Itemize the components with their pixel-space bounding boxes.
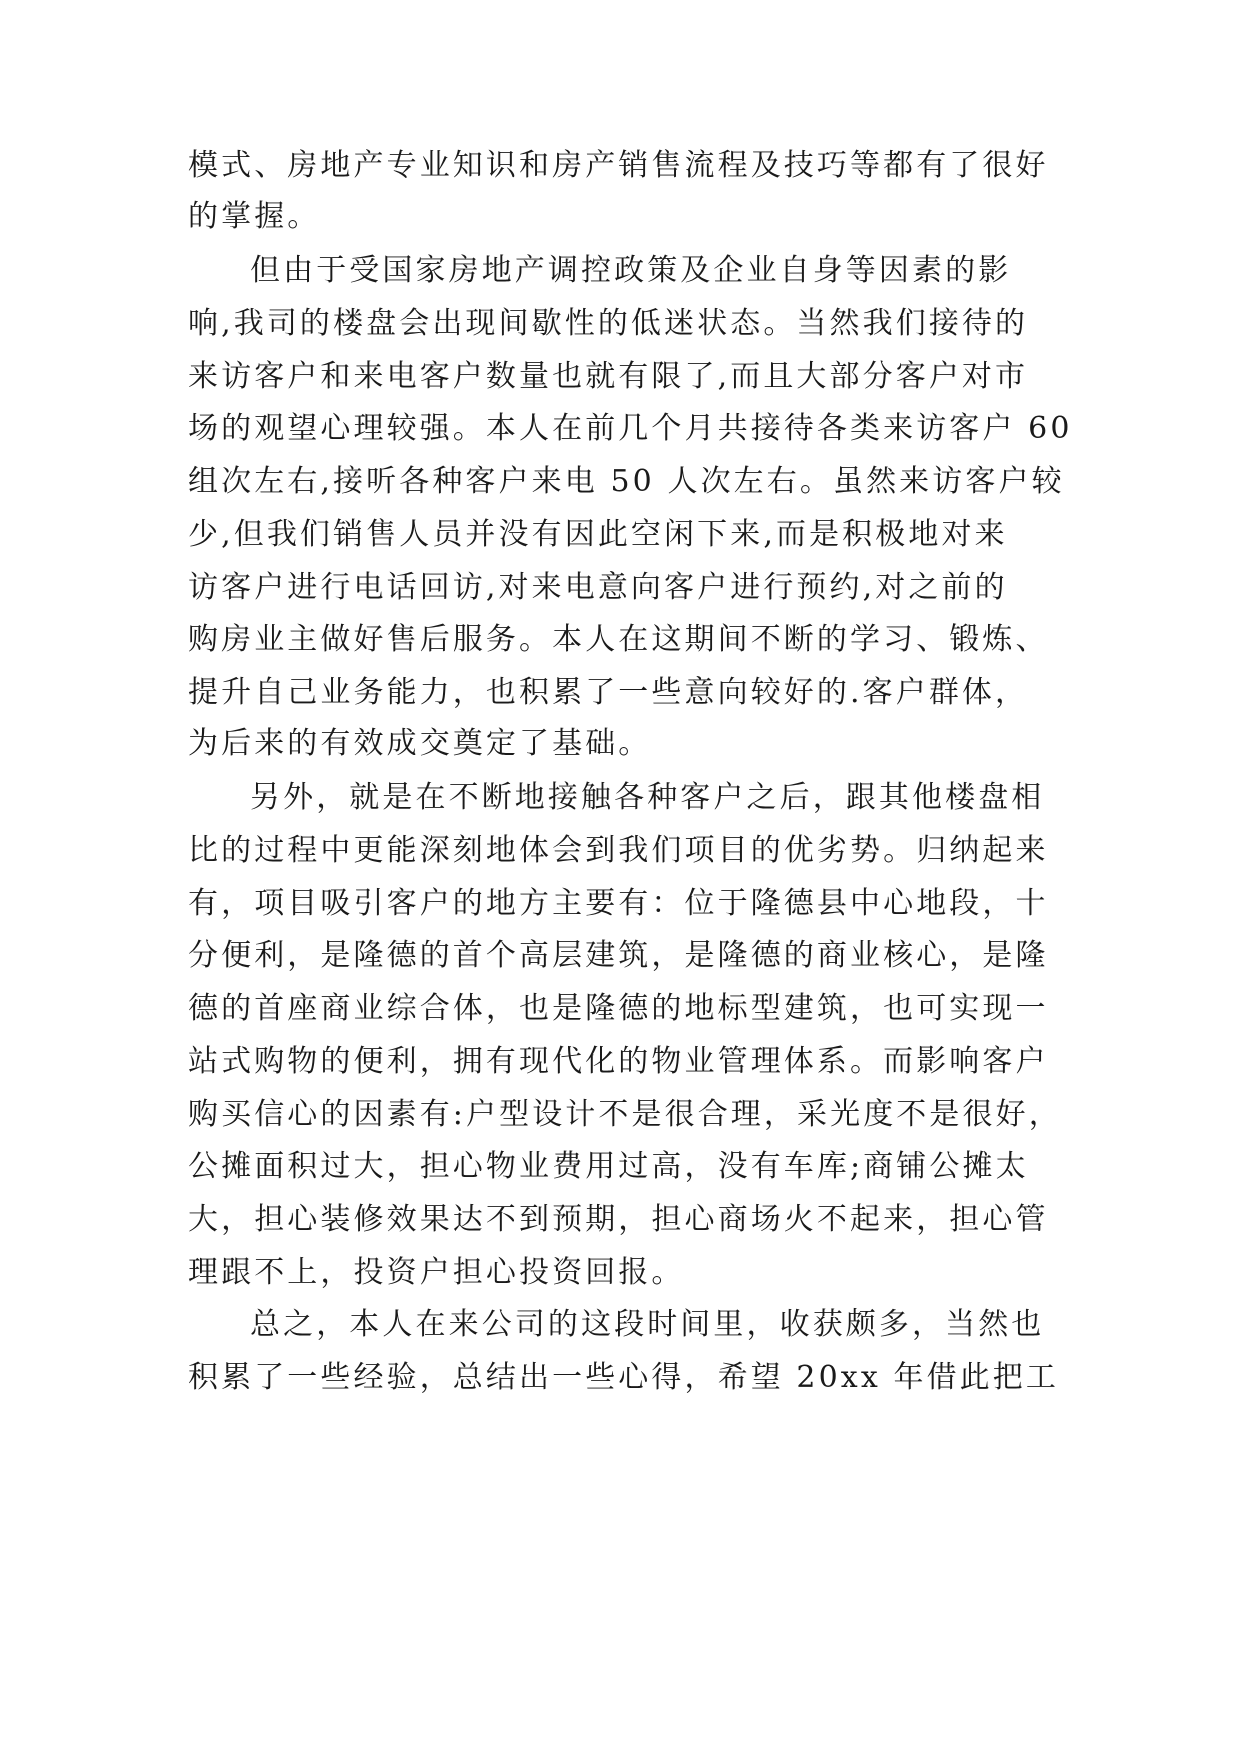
text-line: 组次左右,接听各种客户来电 50 人次左右。虽然来访客户较 (188, 464, 1065, 499)
text-line: 少,但我们销售人员并没有因此空闲下来,而是积极地对来 (188, 517, 1008, 552)
text-line: 模式、房地产专业知识和房产销售流程及技巧等都有了很好 (188, 148, 1049, 183)
text-line: 来访客户和来电客户数量也就有限了,而且大部分客户对市 (188, 359, 1029, 394)
text-line: 场的观望心理较强。本人在前几个月共接待各类来访客户 60 (188, 411, 1073, 446)
paragraph-start-line: 但由于受国家房地产调控政策及企业自身等因素的影 (250, 253, 1012, 288)
paragraph-start-line: 总之，本人在来公司的这段时间里，收获颇多，当然也 (250, 1307, 1045, 1342)
text-line: 购买信心的因素有:户型设计不是很合理，采光度不是很好， (188, 1097, 1062, 1132)
text-line: 积累了一些经验，总结出一些心得，希望 20xx 年借此把工 (188, 1360, 1059, 1395)
text-line: 站式购物的便利，拥有现代化的物业管理体系。而影响客户 (188, 1044, 1049, 1079)
text-line: 大，担心装修效果达不到预期，担心商场火不起来，担心管 (188, 1202, 1049, 1237)
text-line: 响,我司的楼盘会出现间歇性的低迷状态。当然我们接待的 (188, 306, 1029, 341)
text-line: 比的过程中更能深刻地体会到我们项目的优劣势。归纳起来 (188, 833, 1049, 868)
text-line: 的掌握。 (188, 199, 321, 234)
text-line: 访客户进行电话回访,对来电意向客户进行预约,对之前的 (188, 570, 1008, 605)
text-line: 分便利，是隆德的首个高层建筑，是隆德的商业核心，是隆 (188, 938, 1049, 973)
text-line: 德的首座商业综合体，也是隆德的地标型建筑，也可实现一 (188, 991, 1049, 1026)
text-line: 购房业主做好售后服务。本人在这期间不断的学习、锻炼、 (188, 622, 1049, 657)
text-line: 有，项目吸引客户的地方主要有：位于隆德县中心地段，十 (188, 886, 1049, 921)
text-line: 理跟不上，投资户担心投资回报。 (188, 1255, 685, 1290)
text-line: 公摊面积过大，担心物业费用过高，没有车库;商铺公摊太 (188, 1149, 1029, 1184)
paragraph-start-line: 另外，就是在不断地接触各种客户之后，跟其他楼盘相 (250, 780, 1045, 815)
text-line: 为后来的有效成交奠定了基础。 (188, 726, 652, 761)
text-line: 提升自己业务能力，也积累了一些意向较好的.客户群体， (188, 675, 1029, 710)
